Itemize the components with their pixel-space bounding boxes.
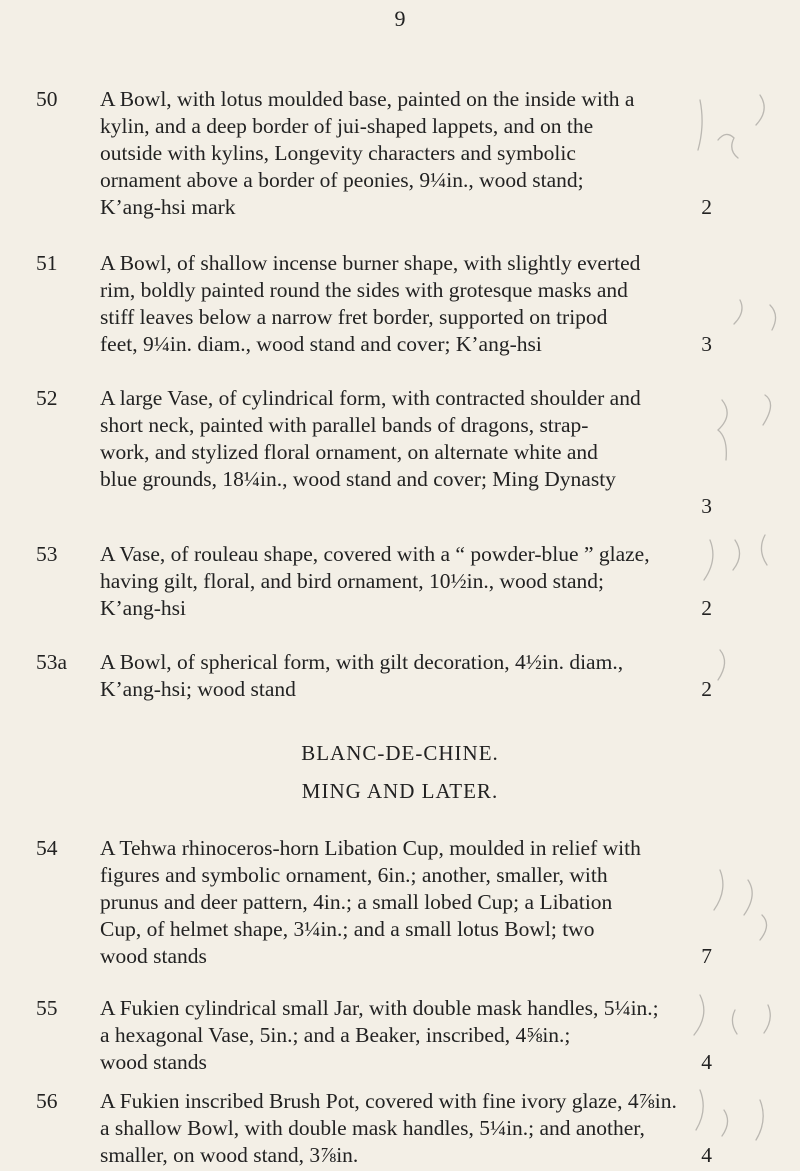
lot-line: figures and symbolic ornament, 6in.; another, smaller, with xyxy=(100,863,608,887)
lot-last-line: wood stands 4 xyxy=(100,1050,712,1074)
lot-last-line: wood stands 7 xyxy=(100,944,712,968)
lot-54 xyxy=(36,835,726,970)
lot-description xyxy=(100,1088,726,1169)
lot-line: A Bowl, of shallow incense burner shape, with slightly everted xyxy=(100,251,641,275)
lot-description xyxy=(100,250,726,358)
lot-number: 51 xyxy=(36,251,58,275)
lot-line: blue grounds, 18¼in., wood stand and cover; Ming Dynasty xyxy=(100,467,616,491)
lot-line: stiff leaves below a narrow fret border, supported on tripod xyxy=(100,305,608,329)
lot-description xyxy=(100,995,726,1076)
lot-description xyxy=(100,541,726,622)
lot-quantity: 4 xyxy=(701,1143,712,1167)
lot-number: 54 xyxy=(36,836,58,860)
lot-line: a shallow Bowl, with double mask handles, 5¼in.; and another, xyxy=(100,1116,645,1140)
lot-last-line: K’ang-hsi; wood stand 2 xyxy=(100,677,712,701)
lot-description xyxy=(100,86,726,221)
lot-line: rim, boldly painted round the sides with grotesque masks and xyxy=(100,278,628,302)
lot-quantity: 4 xyxy=(701,1050,712,1074)
lot-line: having gilt, floral, and bird ornament, 10½in., wood stand; xyxy=(100,569,604,593)
lot-line: A Fukien cylindrical small Jar, with double mask handles, 5¼in.; xyxy=(100,996,659,1020)
lot-line: A large Vase, of cylindrical form, with contracted shoulder and xyxy=(100,386,641,410)
lot-50 xyxy=(36,86,726,221)
lot-line: kylin, and a deep border of jui-shaped lappets, and on the xyxy=(100,114,594,138)
lot-description xyxy=(100,385,726,518)
lot-56 xyxy=(36,1088,726,1169)
lot-line: A Vase, of rouleau shape, covered with a “ powder-blue ” glaze, xyxy=(100,542,650,566)
lot-51 xyxy=(36,250,726,358)
lot-55 xyxy=(36,995,726,1076)
lot-quantity: 3 xyxy=(701,494,712,518)
lot-line: outside with kylins, Longevity characters and symbolic xyxy=(100,141,576,165)
lot-description xyxy=(100,649,726,703)
lot-line: work, and stylized floral ornament, on alternate white and xyxy=(100,440,598,464)
lot-quantity: 2 xyxy=(701,195,712,219)
lot-number: 50 xyxy=(36,87,58,111)
lot-53a xyxy=(36,649,726,703)
lot-last-line: K’ang-hsi mark 2 xyxy=(100,195,712,219)
lot-line: ornament above a border of peonies, 9¼in., wood stand; xyxy=(100,168,584,192)
lot-line: A Fukien inscribed Brush Pot, covered with fine ivory glaze, 4⅞in. xyxy=(100,1089,677,1113)
lot-line: A Bowl, of spherical form, with gilt decoration, 4½in. diam., xyxy=(100,650,624,674)
lot-quantity: 2 xyxy=(701,677,712,701)
lot-last-line: feet, 9¼in. diam., wood stand and cover; K’ang-hsi 3 xyxy=(100,332,712,356)
lot-line: a hexagonal Vase, 5in.; and a Beaker, inscribed, 4⅝in.; xyxy=(100,1023,571,1047)
lot-line: A Bowl, with lotus moulded base, painted on the inside with a xyxy=(100,87,635,111)
page-number: 9 xyxy=(394,6,406,31)
lot-line: Cup, of helmet shape, 3¼in.; and a small lotus Bowl; two xyxy=(100,917,595,941)
lot-quantity: 3 xyxy=(701,332,712,356)
lot-number: 53a xyxy=(36,650,68,674)
lot-number: 55 xyxy=(36,996,58,1020)
lot-line: A Tehwa rhinoceros-horn Libation Cup, moulded in relief with xyxy=(100,836,641,860)
lot-number: 53 xyxy=(36,542,58,566)
lot-52 xyxy=(36,385,726,520)
lot-number: 52 xyxy=(36,386,58,410)
lot-last-line: K’ang-hsi 2 xyxy=(100,596,712,620)
lot-quantity: 2 xyxy=(701,596,712,620)
lot-number: 56 xyxy=(36,1089,58,1113)
section-title: BLANC-DE-CHINE. xyxy=(301,741,499,765)
lot-53 xyxy=(36,541,726,622)
lot-quantity: 7 xyxy=(701,944,712,968)
lot-description xyxy=(100,835,726,970)
lot-line: prunus and deer pattern, 4in.; a small lobed Cup; a Libation xyxy=(100,890,613,914)
lot-last-line: smaller, on wood stand, 3⅞in. 4 xyxy=(100,1143,712,1167)
section-subtitle: MING AND LATER. xyxy=(301,779,499,803)
lot-line: short neck, painted with parallel bands of dragons, strap- xyxy=(100,413,589,437)
